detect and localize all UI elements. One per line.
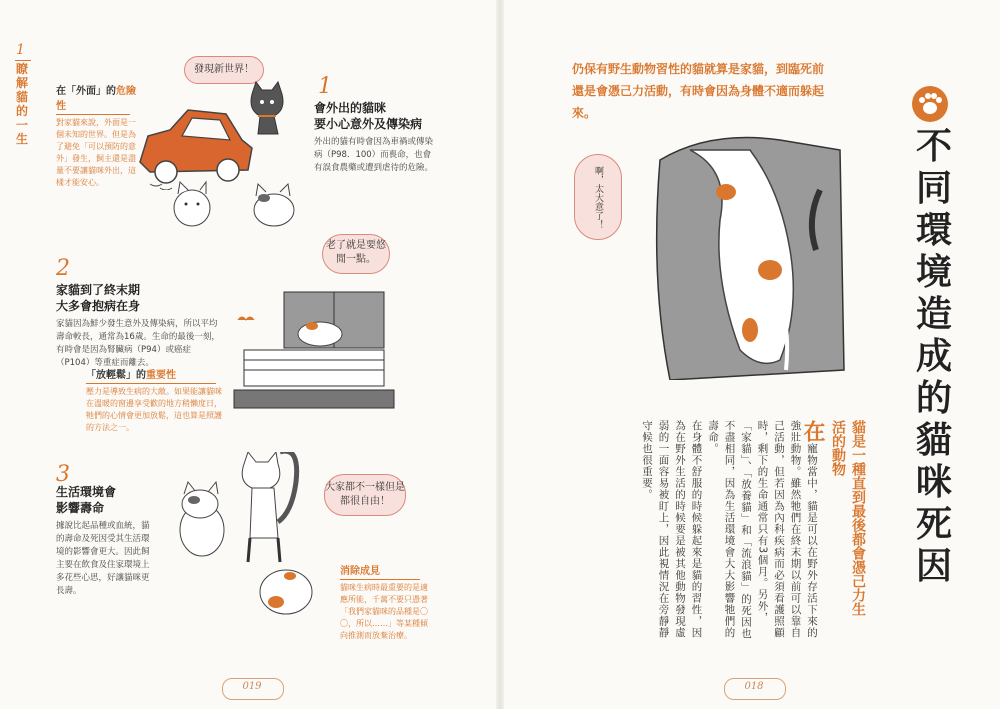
section1-body: 外出的貓有時會因為車禍或傳染病（P98．100）而喪命，也會有誤食農藥或遭到虐待的危險。 [314,137,434,173]
bias-note: 消除成見 貓咪生病時最重要的是適應所能，千萬不要只憑著「我們家貓咪的品種是〇〇，所以……」等某種傾向推測而放棄治療。 [340,566,428,640]
section3 [56,484,150,598]
section1-title-line1: 會外出的貓咪 [314,101,387,115]
section1 [314,100,464,175]
section1-number: 1 [318,74,332,99]
section2 [56,282,226,370]
section2-number: 2 [56,256,70,281]
drop-cap: 在 [800,420,825,443]
page-number-right: 018 [744,681,764,692]
outside-danger-body: 對家貓來說，外面是一個未知的世界。但是為了避免「可以預防的意外」發生，飼主還是盡量不要讓貓咪外出，這樣才能安心。 [56,118,136,187]
new-world-bubble: 發現新世界！ [184,56,264,84]
chapter-title: 瞭解貓的一生 [16,62,29,146]
old-age-bubble: 老了就是要悠閒一點。 [322,234,390,274]
intro-text: 仍保有野生動物習性的貓就算是家貓，到臨死前還是會憑己力活動，有時會因為身體不適而躲起來。 [572,62,825,120]
careless-bubble: 啊，太大意了！ [574,154,622,240]
section3-title-line1: 生活環境會 [56,485,117,499]
bias-note-body: 貓咪生病時最重要的是適應所能，千萬不要只憑著「我們家貓咪的品種是〇〇，所以……」等某種傾向推測而放棄治療。 [340,583,428,640]
relax-note-body: 壓力是導致生病的大敵。如果能讓貓咪在溫暖的窗邊享受歡的地方稍懶度日，牠們的心情會更加放鬆，這也算是照護的方法之一。 [86,387,222,432]
section2-title-line2: 大多會抱病在身 [56,299,141,313]
kitten-illustration [248,180,302,230]
window-bench-illustration [224,290,404,420]
page-title: 不同環境造成的貓咪死因 [915,126,952,587]
section3-number: 3 [56,462,70,487]
various-cats-illustration [160,452,330,622]
subhead: 貓是一種直到最後都會憑己力生活的動物 [830,420,866,616]
section3-title-line2: 影響壽命 [56,501,105,515]
outside-danger-note: 在「外面」的危險性 對家貓來說，外面是一個未知的世界。但是為了避免「可以預防的意外」發生，飼主還是盡量不要讓貓咪外出，這樣才能安心。 [56,86,136,187]
hiding-cat-illustration [630,130,850,380]
body-text: 在寵物當中，貓是可以在野外存活下來的強壯動物。雖然牠們在終末期以前可以靠自己活動，但若因為內科疾病而必須看護照顧時，剩下的生命通常只有3個月。另外，「家貓」、「放養貓」和「流浪貓」的死因也不盡相同，因為生活環境會大大影響牠們的壽命。 在身體不舒服的時候躲起來是貓的習性，因為在野外生活的時候要是被其他動物發現虛弱的一面容易被盯上，因此視情況在旁靜靜守候也很重要。 [641,420,825,640]
section3-body: 據說比起品種或血統，貓的壽命及死因受其生活環境的影響會更大。因此飼主要在飲食及住家環境上多花些心思，好讓貓咪更長壽。 [56,521,150,596]
page-number-left: 019 [242,681,262,692]
chapter-number: 1 [16,42,25,58]
section2-title-line1: 家貓到了終末期 [56,283,141,297]
body-paragraph-2: 在身體不舒服的時候躲起來是貓的習性，因為在野外生活的時候要是被其他動物發現虛弱的一面容易被盯上，因此視情況在旁靜靜守候也很重要。 [641,420,703,639]
black-cat-illustration [244,80,292,136]
chapter-divider [15,60,31,61]
section1-title-line2: 要小心意外及傳染病 [314,117,423,131]
relax-note: 「放輕鬆」的重要性 壓力是導致生病的大敵。如果能讓貓咪在溫暖的窗邊享受歡的地方稍懶度日，牠們的心情會更加放鬆，這也算是照護的方法之一。 [86,366,228,434]
white-cats-illustration [170,176,240,232]
everyone-free-bubble: 大家都不一樣但是都很自由！ [324,474,406,516]
paw-icon [912,86,948,122]
section2-body: 家貓因為鮮少發生意外及傳染病，所以平均壽命較長，通常為16歲。生命的最後一刻，有時會是因為腎臟病（P94）或癌症（P104）等重症而離去。 [56,319,220,368]
